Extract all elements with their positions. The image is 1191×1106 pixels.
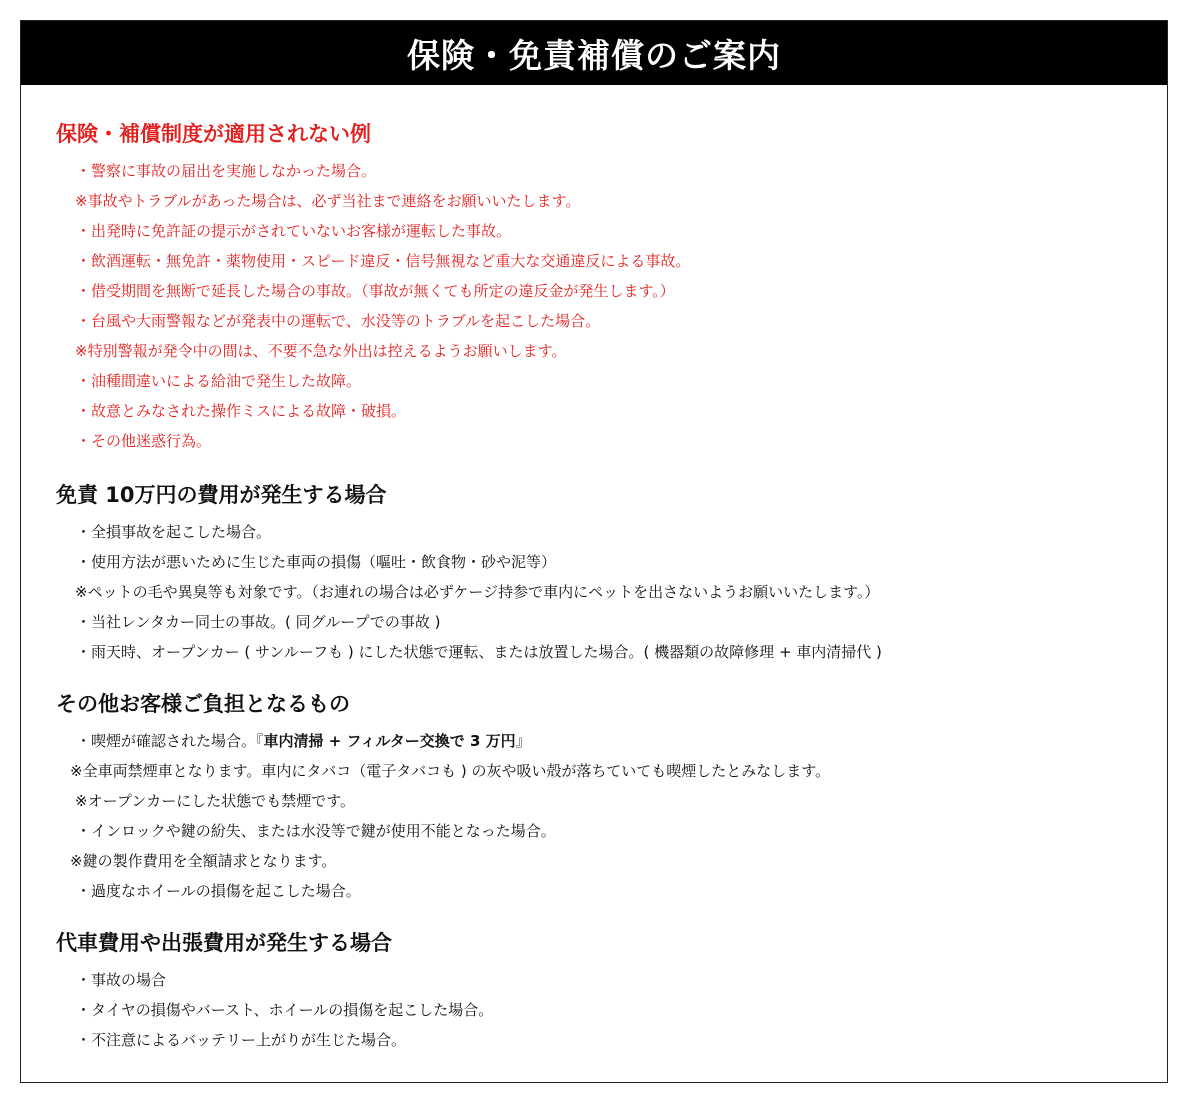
note-item: ※オープンカーにした状態でも禁煙です。 — [75, 792, 356, 810]
section-deductible — [56, 481, 1146, 667]
section-not-covered — [56, 120, 1146, 456]
list-item: ・全損事故を起こした場合。 — [76, 523, 272, 541]
list-item: ・借受期間を無断で延長した場合の事故。（事故が無くても所定の違反金が発生します。） — [76, 282, 675, 300]
list-item: ・警察に事故の届出を実施しなかった場合。 — [76, 162, 377, 180]
list-item: ・不注意によるバッテリー上がりが生じた場合。 — [76, 1031, 407, 1049]
section-heading: その他お客様ご負担となるもの — [56, 692, 350, 716]
list-item: ・使用方法が悪いために生じた車両の損傷（嘔吐・飲食物・砂や泥等） — [76, 553, 557, 571]
list-item: ・故意とみなされた操作ミスによる故障・破損。 — [76, 402, 407, 420]
section-customer-charges — [56, 690, 1146, 906]
list-item: ・インロックや鍵の紛失、または水没等で鍵が使用不能となった場合。 — [76, 822, 556, 840]
list-item: ・飲酒運転・無免許・薬物使用・スピード違反・信号無視など重大な交通違反による事故。 — [76, 252, 691, 270]
section-heading: 代車費用や出張費用が発生する場合 — [56, 931, 392, 955]
page-title: 保険・免責補償のご案内 — [21, 21, 1167, 85]
list-item-smoking — [56, 726, 1146, 756]
notice-frame — [20, 20, 1168, 1083]
smoking-fee: 車内清掃 + フィルター交換で 3 万円 — [263, 732, 516, 750]
list-item: ・過度なホイールの損傷を起こした場合。 — [76, 882, 361, 900]
note-item: ※特別警報が発令中の間は、不要不急な外出は控えるようお願いします。 — [75, 342, 567, 360]
section-heading: 保険・補償制度が適用されない例 — [56, 122, 371, 146]
note-item: ※事故やトラブルがあった場合は、必ず当社まで連絡をお願いいたします。 — [75, 192, 581, 210]
note-item: ※鍵の製作費用を全額請求となります。 — [70, 852, 337, 870]
list-item: ・出発時に免許証の提示がされていないお客様が運転した事故。 — [76, 222, 512, 240]
list-item: ・雨天時、オープンカー ( サンルーフも ) にした状態で運転、または放置した場合。( 機器類の故障修理 + 車内清掃代 ) — [76, 643, 882, 661]
smoking-suffix: 』 — [515, 732, 531, 750]
section-replacement-costs — [56, 929, 1146, 1055]
note-item: ※ペットの毛や異臭等も対象です。（お連れの場合は必ずケージ持参で車内にペットを出さないようお願いいたします。） — [75, 583, 880, 601]
list-item: ・当社レンタカー同士の事故。( 同グループでの事故 ) — [76, 613, 441, 631]
smoking-prefix: ・喫煙が確認された場合。『 — [76, 732, 264, 750]
list-item: ・タイヤの損傷やバースト、ホイールの損傷を起こした場合。 — [76, 1001, 494, 1019]
note-item: ※全車両禁煙車となります。車内にタバコ（電子タバコも ) の灰や吸い殻が落ちていても喫煙したとみなします。 — [70, 762, 831, 780]
list-item: ・油種間違いによる給油で発生した故障。 — [76, 372, 362, 390]
section-heading: 免責 10万円の費用が発生する場合 — [56, 483, 387, 507]
list-item: ・その他迷惑行為。 — [76, 432, 212, 450]
list-item: ・台風や大雨警報などが発表中の運転で、水没等のトラブルを起こした場合。 — [76, 312, 601, 330]
list-item: ・事故の場合 — [76, 971, 167, 989]
